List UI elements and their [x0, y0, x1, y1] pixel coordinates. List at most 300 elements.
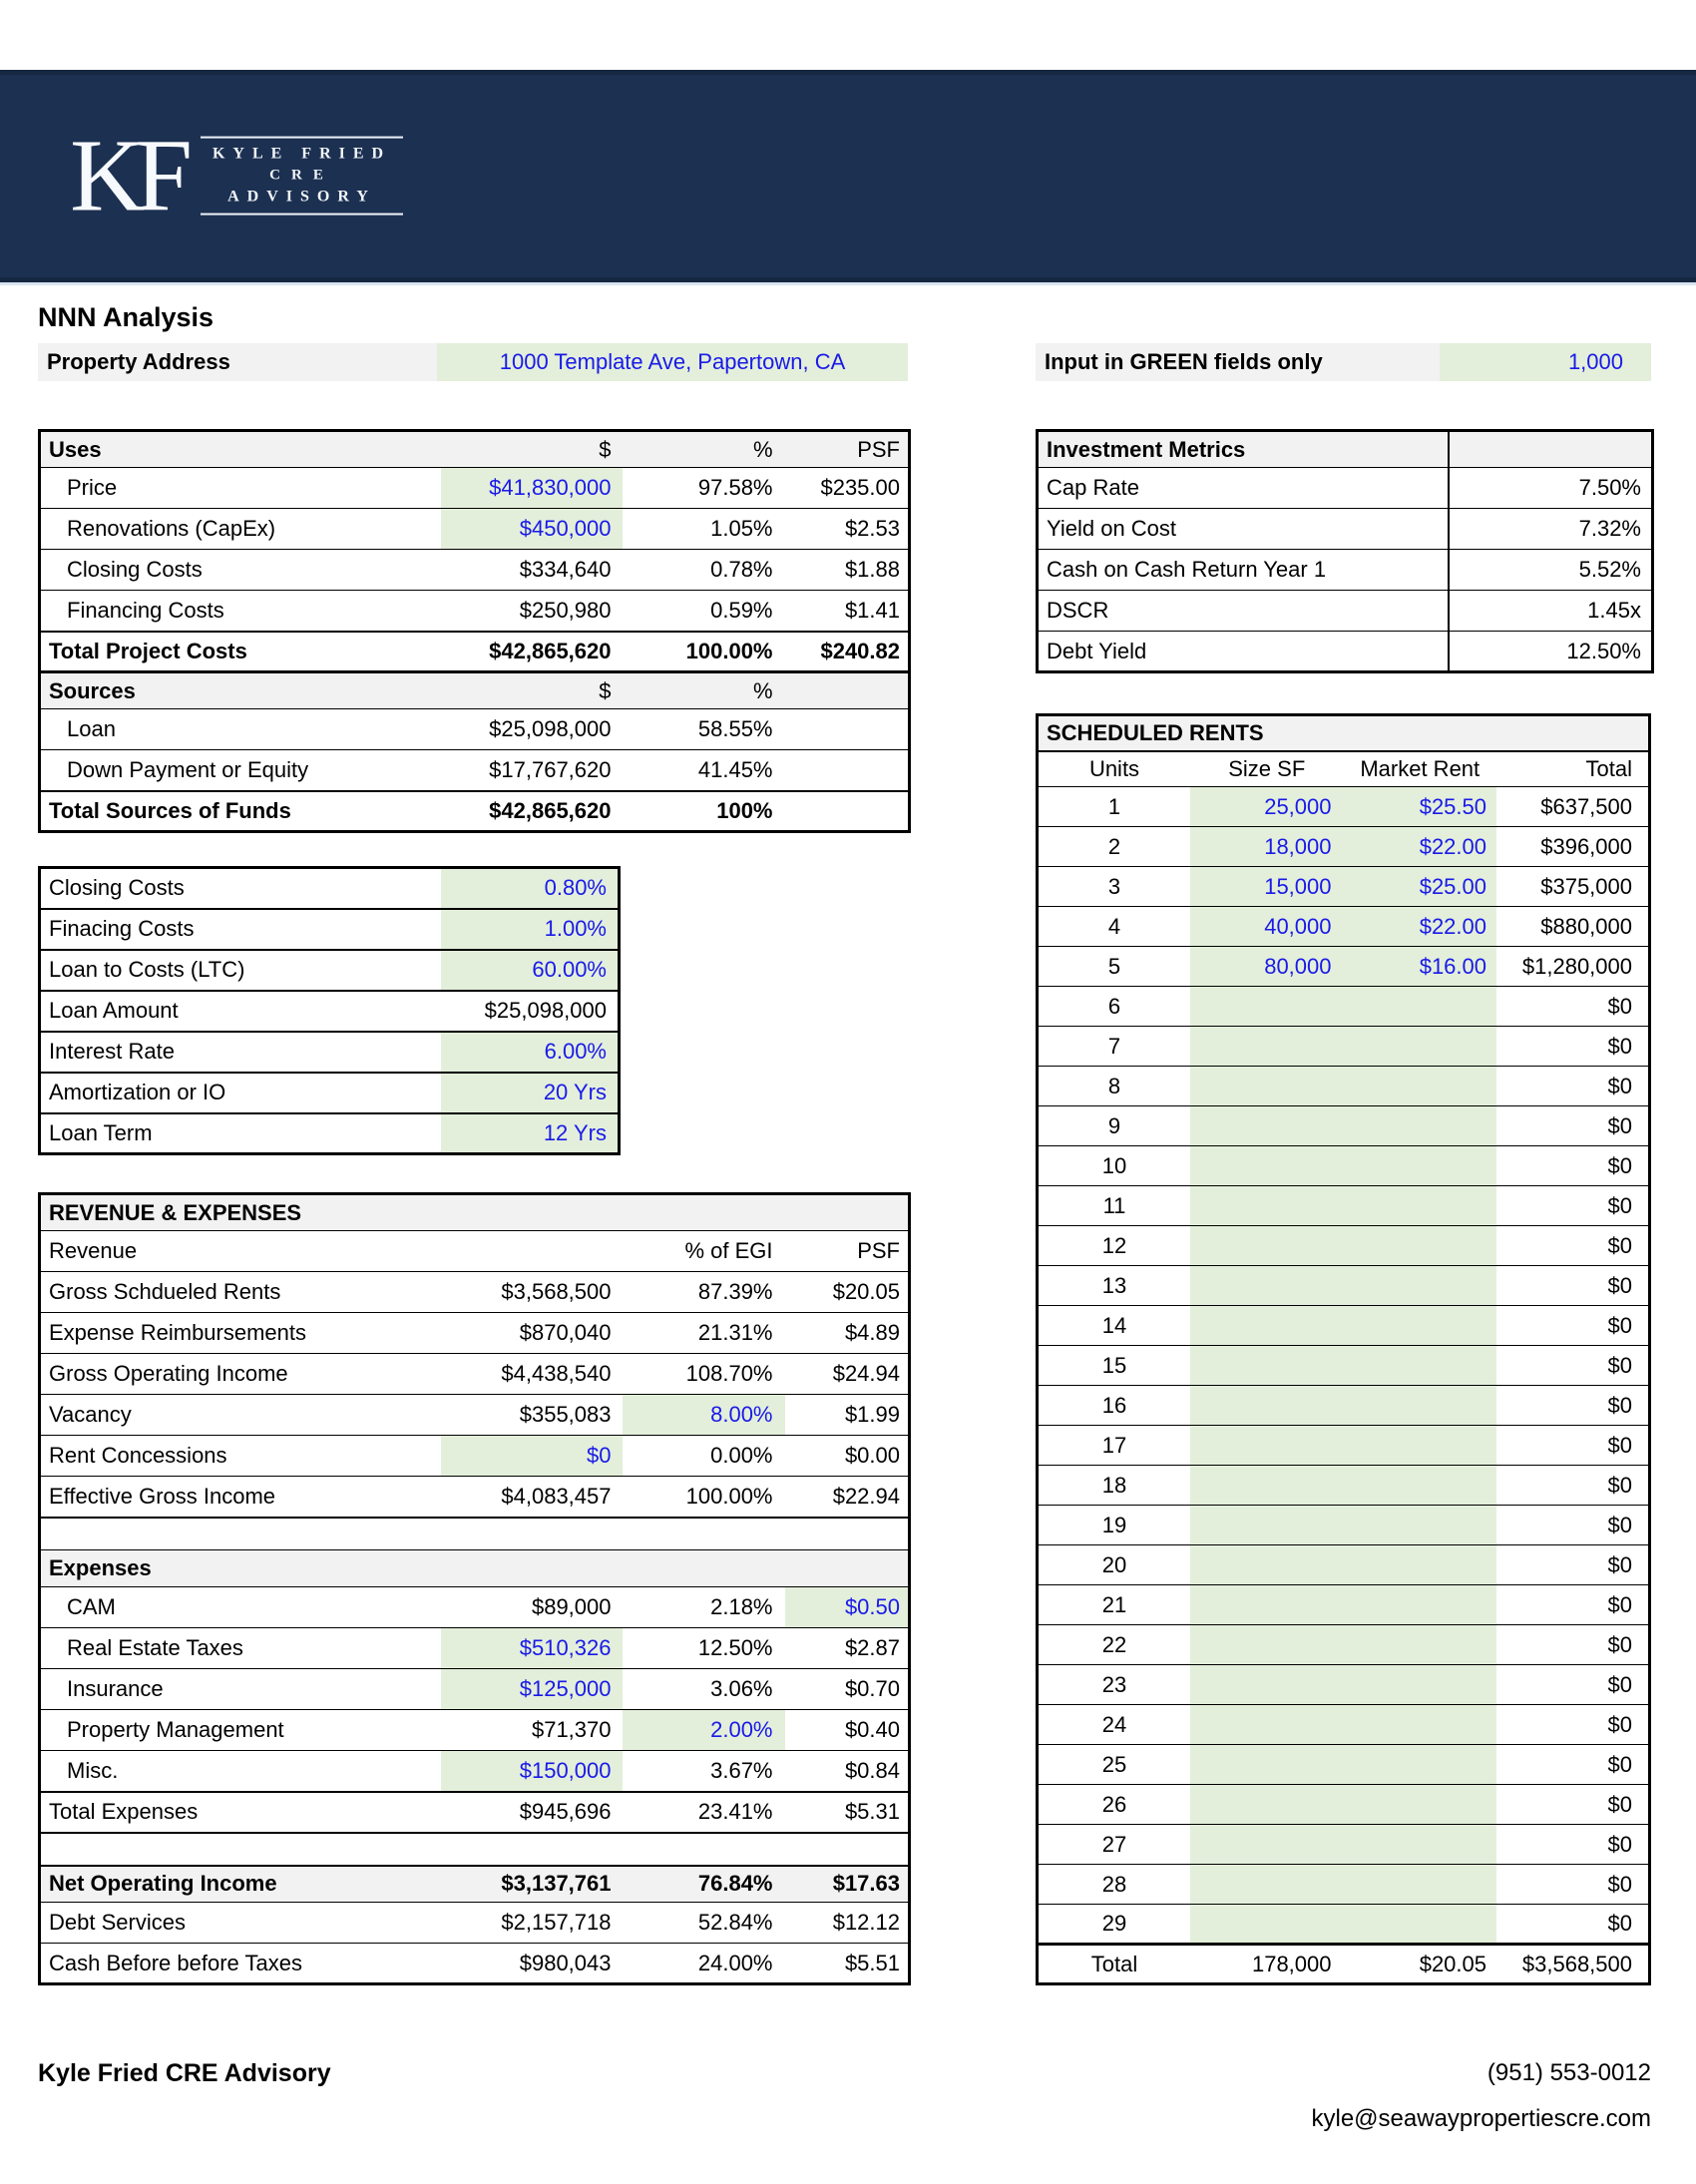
unit-7-size-input[interactable] [1190, 1027, 1344, 1067]
unit-14-total: $0 [1496, 1306, 1650, 1346]
unit-13-rent-input[interactable] [1344, 1266, 1497, 1306]
effective-gross-income-dollar: $4,083,457 [441, 1477, 623, 1518]
rent-concessions-psf: $0.00 [785, 1436, 910, 1477]
metrics-header-label: Investment Metrics [1038, 431, 1449, 468]
unit-22-rent-input[interactable] [1344, 1625, 1497, 1665]
unit-28-unit: 28 [1038, 1865, 1191, 1905]
property-management-pct-input[interactable]: 2.00% [623, 1710, 785, 1751]
unit-21-size-input[interactable] [1190, 1585, 1344, 1625]
unit-11-size-input[interactable] [1190, 1186, 1344, 1226]
vacancy-psf: $1.99 [785, 1395, 910, 1436]
unit-6-total: $0 [1496, 987, 1650, 1027]
unit-14-rent-input[interactable] [1344, 1306, 1497, 1346]
insurance-dollar-input[interactable]: $125,000 [441, 1669, 623, 1710]
property-address-input[interactable]: 1000 Template Ave, Papertown, CA [437, 343, 908, 381]
debt-yield-label: Debt Yield [1038, 632, 1449, 672]
table-row-real-estate-taxes [40, 1628, 910, 1669]
gross-operating-income-psf: $24.94 [785, 1354, 910, 1395]
net-operating-income-psf: $17.63 [785, 1866, 910, 1903]
unit-29-total: $0 [1496, 1905, 1650, 1945]
unit-15-size-input[interactable] [1190, 1346, 1344, 1386]
table-row-unit-24 [1038, 1705, 1650, 1745]
expense-reimbursements-psf: $4.89 [785, 1313, 910, 1354]
misc-dollar-input[interactable]: $150,000 [441, 1751, 623, 1792]
unit-20-size-input[interactable] [1190, 1545, 1344, 1585]
brand-logo-line2: CRE [269, 167, 334, 184]
unit-3-unit: 3 [1038, 867, 1191, 907]
loan-to-costs-ltc-label: Loan to Costs (LTC) [40, 950, 441, 991]
scheduled-rents-title: SCHEDULED RENTS [1038, 715, 1650, 751]
unit-24-total: $0 [1496, 1705, 1650, 1745]
vacancy-label: Vacancy [40, 1395, 441, 1436]
unit-17-total: $0 [1496, 1426, 1650, 1466]
revexp-title-pct [623, 1194, 785, 1231]
table-row-unit-29 [1038, 1905, 1650, 1945]
rents-total-rent: $20.05 [1344, 1945, 1497, 1984]
unit-5-rent-input[interactable]: $16.00 [1344, 947, 1497, 987]
unit-17-size-input[interactable] [1190, 1426, 1344, 1466]
sources-header-label: Sources [40, 672, 441, 709]
unit-12-rent-input[interactable] [1344, 1226, 1497, 1266]
unit-3-size-input[interactable]: 15,000 [1190, 867, 1344, 907]
table-row-unit-8 [1038, 1067, 1650, 1106]
brand-logo [70, 118, 403, 233]
expense-reimbursements-label: Expense Reimbursements [40, 1313, 441, 1354]
unit-2-size-input[interactable]: 18,000 [1190, 827, 1344, 867]
brand-logo-text [201, 137, 403, 216]
expense-reimbursements-dollar: $870,040 [441, 1313, 623, 1354]
unit-1-size-input[interactable]: 25,000 [1190, 787, 1344, 827]
total-expenses-pct: 23.41% [623, 1792, 785, 1833]
brand-banner [0, 70, 1696, 282]
table-row-unit-7 [1038, 1027, 1650, 1067]
unit-12-total: $0 [1496, 1226, 1650, 1266]
closing-costs-pct-value-input[interactable]: 0.80% [441, 868, 620, 909]
unit-5-unit: 5 [1038, 947, 1191, 987]
unit-16-size-input[interactable] [1190, 1386, 1344, 1426]
table-row-property-management [40, 1710, 910, 1751]
unit-19-rent-input[interactable] [1344, 1506, 1497, 1545]
unit-13-size-input[interactable] [1190, 1266, 1344, 1306]
yield-on-cost-value: 7.32% [1449, 509, 1653, 550]
price-pct: 97.58% [623, 468, 785, 509]
table-row-unit-11 [1038, 1186, 1650, 1226]
finacing-costs-pct-label: Finacing Costs [40, 909, 441, 950]
rents-total-unit: Total [1038, 1945, 1191, 1984]
blank-1-psf [785, 1518, 910, 1550]
uses-header-pct: % [623, 431, 785, 468]
table-row-debt-services [40, 1903, 910, 1944]
unit-10-total: $0 [1496, 1146, 1650, 1186]
table-row-misc [40, 1751, 910, 1792]
unit-6-size-input[interactable] [1190, 987, 1344, 1027]
sources-header-pct: % [623, 672, 785, 709]
cap-rate-label: Cap Rate [1038, 468, 1449, 509]
table-row-unit-23 [1038, 1665, 1650, 1705]
unit-10-unit: 10 [1038, 1146, 1191, 1186]
unit-19-size-input[interactable] [1190, 1506, 1344, 1545]
footer-company-name: Kyle Fried CRE Advisory [38, 2059, 331, 2087]
table-row-unit-18 [1038, 1466, 1650, 1506]
table-row-blank-2 [40, 1833, 910, 1866]
real-estate-taxes-pct: 12.50% [623, 1628, 785, 1669]
unit-4-total: $880,000 [1496, 907, 1650, 947]
table-row-total-expenses [40, 1792, 910, 1833]
unit-25-rent-input[interactable] [1344, 1745, 1497, 1785]
expenses-header-pct [623, 1550, 785, 1587]
unit-18-size-input[interactable] [1190, 1466, 1344, 1506]
unit-5-size-input[interactable]: 80,000 [1190, 947, 1344, 987]
effective-gross-income-psf: $22.94 [785, 1477, 910, 1518]
table-row-cap-rate [1038, 468, 1653, 509]
unit-21-unit: 21 [1038, 1585, 1191, 1625]
real-estate-taxes-dollar-input[interactable]: $510,326 [441, 1628, 623, 1669]
unit-8-rent-input[interactable] [1344, 1067, 1497, 1106]
loan-psf [785, 709, 910, 750]
table-row-unit-1 [1038, 787, 1650, 827]
down-payment-or-equity-dollar: $17,767,620 [441, 750, 623, 791]
net-operating-income-pct: 76.84% [623, 1866, 785, 1903]
debt-yield-value: 12.50% [1449, 632, 1653, 672]
table-row-revexp-title [40, 1194, 910, 1231]
amortization-or-io-value-input[interactable]: 20 Yrs [441, 1073, 620, 1113]
closing-costs-pct-label: Closing Costs [49, 875, 185, 901]
misc-psf: $0.84 [785, 1751, 910, 1792]
table-row-unit-17 [1038, 1426, 1650, 1466]
unit-17-unit: 17 [1038, 1426, 1191, 1466]
table-row-unit-16 [1038, 1386, 1650, 1426]
unit-9-total: $0 [1496, 1106, 1650, 1146]
total-project-costs-label: Total Project Costs [40, 632, 441, 672]
sources-header-dollar: $ [441, 672, 623, 709]
unit-28-total: $0 [1496, 1865, 1650, 1905]
unit-11-total: $0 [1496, 1186, 1650, 1226]
loan-pct: 58.55% [623, 709, 785, 750]
real-estate-taxes-psf: $2.87 [785, 1628, 910, 1669]
table-row-unit-13 [1038, 1266, 1650, 1306]
debt-services-psf: $12.12 [785, 1903, 910, 1944]
unit-21-total: $0 [1496, 1585, 1650, 1625]
net-operating-income-label: Net Operating Income [40, 1866, 441, 1903]
rent-concessions-dollar-input[interactable]: $0 [441, 1436, 623, 1477]
table-row-uses-header [40, 431, 910, 468]
table-row-debt-yield [1038, 632, 1653, 672]
unit-29-rent-input[interactable] [1344, 1905, 1497, 1945]
rents-header-market-rent: Market Rent [1344, 751, 1497, 787]
unit-29-unit: 29 [1038, 1905, 1191, 1945]
expense-reimbursements-pct: 21.31% [623, 1313, 785, 1354]
cam-label: CAM [40, 1587, 441, 1628]
dscr-value: 1.45x [1449, 591, 1653, 632]
table-row-unit-26 [1038, 1785, 1650, 1825]
revexp-title-psf [785, 1194, 910, 1231]
unit-20-unit: 20 [1038, 1545, 1191, 1585]
cash-on-cash-return-year-1-label: Cash on Cash Return Year 1 [1038, 550, 1449, 591]
price-psf: $235.00 [785, 468, 910, 509]
unit-11-rent-input[interactable] [1344, 1186, 1497, 1226]
unit-13-total: $0 [1496, 1266, 1650, 1306]
property-address-label: Property Address [38, 343, 446, 381]
table-row-expenses-header [40, 1550, 910, 1587]
unit-23-size-input[interactable] [1190, 1665, 1344, 1705]
table-row-unit-9 [1038, 1106, 1650, 1146]
property-management-label: Property Management [40, 1710, 441, 1751]
down-payment-or-equity-label: Down Payment or Equity [40, 750, 441, 791]
unit-4-size-input[interactable]: 40,000 [1190, 907, 1344, 947]
unit-16-total: $0 [1496, 1386, 1650, 1426]
blank-1-pct [623, 1518, 785, 1550]
input-note-value-input[interactable]: 1,000 [1440, 343, 1651, 381]
unit-12-unit: 12 [1038, 1226, 1191, 1266]
cash-before-before-taxes-pct: 24.00% [623, 1944, 785, 1984]
table-row-closing-costs-pct [40, 868, 620, 909]
unit-9-unit: 9 [1038, 1106, 1191, 1146]
unit-26-rent-input[interactable] [1344, 1785, 1497, 1825]
unit-9-size-input[interactable] [1190, 1106, 1344, 1146]
total-expenses-label: Total Expenses [40, 1792, 441, 1833]
table-row-loan [40, 709, 910, 750]
unit-25-unit: 25 [1038, 1745, 1191, 1785]
unit-20-total: $0 [1496, 1545, 1650, 1585]
property-management-dollar: $71,370 [441, 1710, 623, 1751]
unit-11-unit: 11 [1038, 1186, 1191, 1226]
unit-18-rent-input[interactable] [1344, 1466, 1497, 1506]
table-row-cam [40, 1587, 910, 1628]
table-row-unit-25 [1038, 1745, 1650, 1785]
table-row-unit-2 [1038, 827, 1650, 867]
table-row-unit-20 [1038, 1545, 1650, 1585]
table-row-insurance [40, 1669, 910, 1710]
interest-rate-label: Interest Rate [40, 1032, 441, 1073]
closing-costs-dollar: $334,640 [441, 550, 623, 591]
blank-2-label [40, 1833, 441, 1866]
unit-25-total: $0 [1496, 1745, 1650, 1785]
unit-15-total: $0 [1496, 1346, 1650, 1386]
table-row-cash-before-before-taxes [40, 1944, 910, 1984]
unit-15-unit: 15 [1038, 1346, 1191, 1386]
renovations-capex-label: Renovations (CapEx) [40, 509, 441, 550]
unit-22-size-input[interactable] [1190, 1625, 1344, 1665]
rent-concessions-label: Rent Concessions [40, 1436, 441, 1477]
sources-header-psf [785, 672, 910, 709]
unit-19-total: $0 [1496, 1506, 1650, 1545]
unit-23-total: $0 [1496, 1665, 1650, 1705]
revenue-header-dollar [441, 1231, 623, 1272]
unit-6-rent-input[interactable] [1344, 987, 1497, 1027]
gross-scheduled-rents-pct: 87.39% [623, 1272, 785, 1313]
unit-20-rent-input[interactable] [1344, 1545, 1497, 1585]
revexp-title-label: REVENUE & EXPENSES [40, 1194, 441, 1231]
unit-27-rent-input[interactable] [1344, 1825, 1497, 1865]
table-row-unit-10 [1038, 1146, 1650, 1186]
unit-24-size-input[interactable] [1190, 1705, 1344, 1745]
unit-14-size-input[interactable] [1190, 1306, 1344, 1346]
loan-assumptions-table [38, 866, 621, 1155]
table-row-unit-19 [1038, 1506, 1650, 1545]
uses-header-label: Uses [40, 431, 441, 468]
unit-22-unit: 22 [1038, 1625, 1191, 1665]
table-row-effective-gross-income [40, 1477, 910, 1518]
table-row-rent-concessions [40, 1436, 910, 1477]
unit-28-size-input[interactable] [1190, 1865, 1344, 1905]
table-row-metrics-header [1038, 431, 1653, 468]
table-row-unit-27 [1038, 1825, 1650, 1865]
unit-3-rent-input[interactable]: $25.00 [1344, 867, 1497, 907]
table-row-closing-costs [40, 550, 910, 591]
total-sources-of-funds-psf [785, 791, 910, 832]
gross-scheduled-rents-psf: $20.05 [785, 1272, 910, 1313]
renovations-capex-psf: $2.53 [785, 509, 910, 550]
effective-gross-income-label: Effective Gross Income [40, 1477, 441, 1518]
unit-15-rent-input[interactable] [1344, 1346, 1497, 1386]
unit-26-total: $0 [1496, 1785, 1650, 1825]
table-row-gross-operating-income [40, 1354, 910, 1395]
total-sources-of-funds-label: Total Sources of Funds [40, 791, 441, 832]
unit-23-rent-input[interactable] [1344, 1665, 1497, 1705]
loan-amount-value: $25,098,000 [441, 991, 620, 1032]
blank-2-dollar [441, 1833, 623, 1866]
table-row-down-payment-or-equity [40, 750, 910, 791]
unit-23-unit: 23 [1038, 1665, 1191, 1705]
unit-7-total: $0 [1496, 1027, 1650, 1067]
unit-27-size-input[interactable] [1190, 1825, 1344, 1865]
total-project-costs-psf: $240.82 [785, 632, 910, 672]
table-row-revenue-header [40, 1231, 910, 1272]
table-row-unit-22 [1038, 1625, 1650, 1665]
unit-7-rent-input[interactable] [1344, 1027, 1497, 1067]
table-row-net-operating-income [40, 1866, 910, 1903]
unit-19-unit: 19 [1038, 1506, 1191, 1545]
unit-17-rent-input[interactable] [1344, 1426, 1497, 1466]
table-row-unit-21 [1038, 1585, 1650, 1625]
table-row-finacing-costs-pct [40, 909, 620, 950]
unit-29-size-input[interactable] [1190, 1905, 1344, 1945]
real-estate-taxes-label: Real Estate Taxes [40, 1628, 441, 1669]
uses-header-psf: PSF [785, 431, 910, 468]
table-row-dscr [1038, 591, 1653, 632]
table-row-loan-amount [40, 991, 620, 1032]
cash-on-cash-return-year-1-value: 5.52% [1449, 550, 1653, 591]
financing-costs-label: Financing Costs [40, 591, 441, 632]
expenses-header-dollar [441, 1550, 623, 1587]
unit-1-unit: 1 [1038, 787, 1191, 827]
gross-scheduled-rents-dollar: $3,568,500 [441, 1272, 623, 1313]
debt-services-label: Debt Services [40, 1903, 441, 1944]
table-row-price [40, 468, 910, 509]
loan-label: Loan [40, 709, 441, 750]
table-row-loan-term [40, 1113, 620, 1154]
footer-email: kyle@seawaypropertiescre.com [1311, 2105, 1651, 2132]
closing-costs-label: Closing Costs [40, 550, 441, 591]
misc-pct: 3.67% [623, 1751, 785, 1792]
unit-4-unit: 4 [1038, 907, 1191, 947]
unit-10-size-input[interactable] [1190, 1146, 1344, 1186]
yield-on-cost-label: Yield on Cost [1038, 509, 1449, 550]
unit-2-total: $396,000 [1496, 827, 1650, 867]
total-project-costs-dollar: $42,865,620 [441, 632, 623, 672]
unit-21-rent-input[interactable] [1344, 1585, 1497, 1625]
rent-concessions-pct: 0.00% [623, 1436, 785, 1477]
unit-26-unit: 26 [1038, 1785, 1191, 1825]
expenses-header-label: Expenses [40, 1550, 441, 1587]
down-payment-or-equity-pct: 41.45% [623, 750, 785, 791]
table-row-interest-rate [40, 1032, 620, 1073]
table-row-unit-15 [1038, 1346, 1650, 1386]
unit-25-size-input[interactable] [1190, 1745, 1344, 1785]
unit-12-size-input[interactable] [1190, 1226, 1344, 1266]
gross-operating-income-label: Gross Operating Income [40, 1354, 441, 1395]
blank-1-dollar [441, 1518, 623, 1550]
finacing-costs-pct-value-input[interactable]: 1.00% [441, 909, 620, 950]
unit-2-rent-input[interactable]: $22.00 [1344, 827, 1497, 867]
unit-10-rent-input[interactable] [1344, 1146, 1497, 1186]
table-row-unit-12 [1038, 1226, 1650, 1266]
cash-before-before-taxes-dollar: $980,043 [441, 1944, 623, 1984]
table-row-blank-1 [40, 1518, 910, 1550]
cash-before-before-taxes-label: Cash Before before Taxes [40, 1944, 441, 1984]
table-row-unit-5 [1038, 947, 1650, 987]
cam-psf-input[interactable]: $0.50 [785, 1587, 910, 1628]
unit-28-rent-input[interactable] [1344, 1865, 1497, 1905]
brand-logo-line1: KYLE FRIED [212, 145, 392, 163]
down-payment-or-equity-psf [785, 750, 910, 791]
unit-13-unit: 13 [1038, 1266, 1191, 1306]
renovations-capex-dollar-input[interactable]: $450,000 [441, 509, 623, 550]
brand-logo-line3: ADVISORY [227, 188, 376, 206]
unit-27-unit: 27 [1038, 1825, 1191, 1865]
loan-to-costs-ltc-value-input[interactable]: 60.00% [441, 950, 620, 991]
unit-8-total: $0 [1496, 1067, 1650, 1106]
unit-4-rent-input[interactable]: $22.00 [1344, 907, 1497, 947]
total-project-costs-pct: 100.00% [623, 632, 785, 672]
metrics-header-value [1449, 431, 1653, 468]
table-row-unit-14 [1038, 1306, 1650, 1346]
table-row-renovations-capex [40, 509, 910, 550]
input-note-label: Input in GREEN fields only [1036, 343, 1449, 381]
vacancy-dollar: $355,083 [441, 1395, 623, 1436]
expenses-header-psf [785, 1550, 910, 1587]
unit-26-size-input[interactable] [1190, 1785, 1344, 1825]
price-dollar-input[interactable]: $41,830,000 [441, 468, 623, 509]
loan-amount-label: Loan Amount [40, 991, 441, 1032]
unit-16-rent-input[interactable] [1344, 1386, 1497, 1426]
financing-costs-psf: $1.41 [785, 591, 910, 632]
loan-term-label: Loan Term [40, 1113, 441, 1154]
unit-22-total: $0 [1496, 1625, 1650, 1665]
unit-14-unit: 14 [1038, 1306, 1191, 1346]
unit-24-rent-input[interactable] [1344, 1705, 1497, 1745]
table-row-total-project-costs [40, 632, 910, 672]
revenue-expenses-table [38, 1192, 911, 1985]
loan-term-value-input[interactable]: 12 Yrs [441, 1113, 620, 1154]
rents-total-total: $3,568,500 [1496, 1945, 1650, 1984]
table-row-financing-costs [40, 591, 910, 632]
unit-9-rent-input[interactable] [1344, 1106, 1497, 1146]
cash-before-before-taxes-psf: $5.51 [785, 1944, 910, 1984]
table-row-yield-on-cost [1038, 509, 1653, 550]
footer-phone: (951) 553-0012 [1486, 2059, 1651, 2086]
unit-8-size-input[interactable] [1190, 1067, 1344, 1106]
table-row-vacancy [40, 1395, 910, 1436]
interest-rate-value-input[interactable]: 6.00% [441, 1032, 620, 1073]
insurance-psf: $0.70 [785, 1669, 910, 1710]
unit-1-rent-input[interactable]: $25.50 [1344, 787, 1497, 827]
unit-27-total: $0 [1496, 1825, 1650, 1865]
total-expenses-dollar: $945,696 [441, 1792, 623, 1833]
vacancy-pct-input[interactable]: 8.00% [623, 1395, 785, 1436]
table-row-total-sources-of-funds [40, 791, 910, 832]
closing-costs-psf: $1.88 [785, 550, 910, 591]
